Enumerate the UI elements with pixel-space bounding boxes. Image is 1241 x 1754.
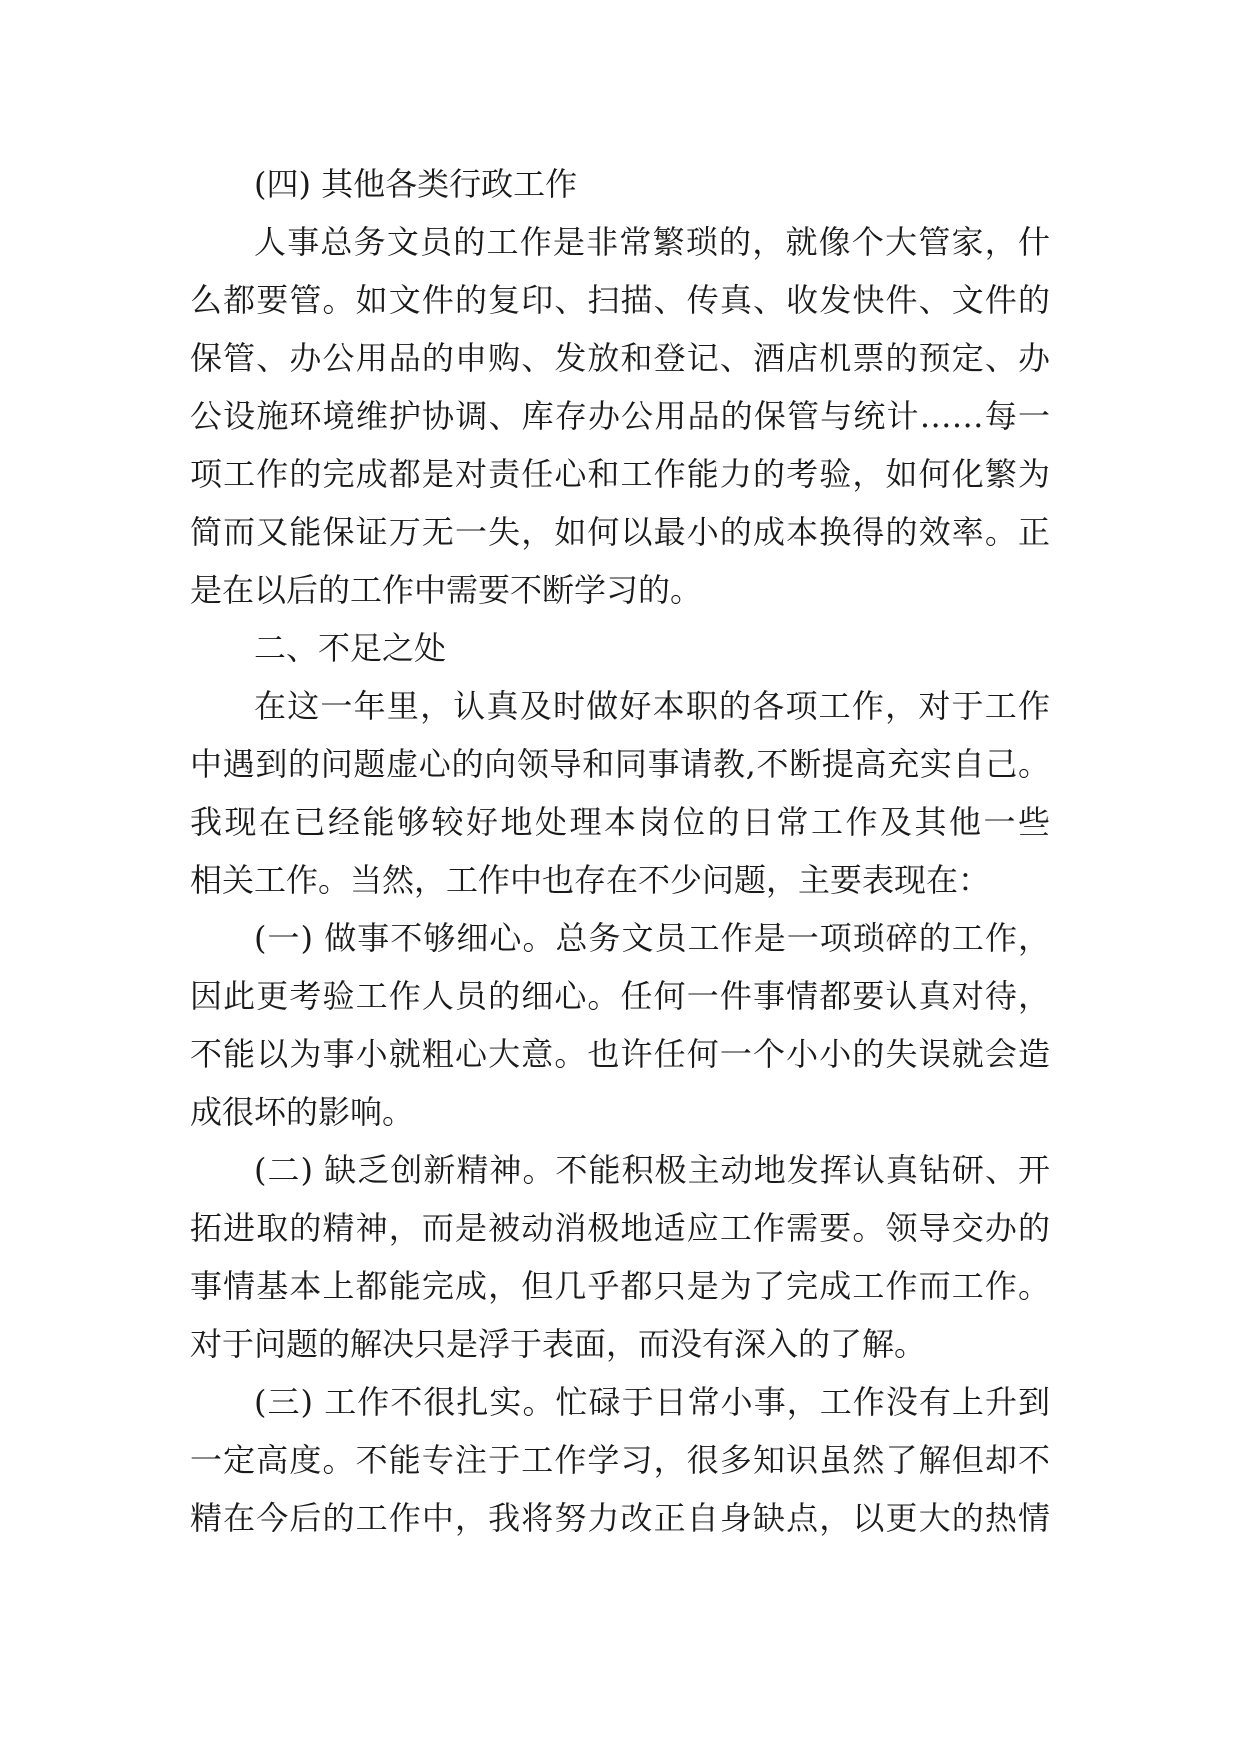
paragraph-line: 公设施环境维护协调、库存办公用品的保管与统计……每一 bbox=[190, 397, 1050, 435]
paragraph-line: (二) 缺乏创新精神。不能积极主动地发挥认真钻研、开 bbox=[254, 1151, 1050, 1189]
paragraph-line: 项工作的完成都是对责任心和工作能力的考验，如何化繁为 bbox=[190, 455, 1050, 493]
paragraph-line: (三) 工作不很扎实。忙碌于日常小事，工作没有上升到 bbox=[254, 1383, 1050, 1421]
paragraph-line: 不能以为事小就粗心大意。也许任何一个小小的失误就会造 bbox=[190, 1035, 1050, 1073]
paragraph-line: 拓进取的精神，而是被动消极地适应工作需要。领导交办的 bbox=[190, 1209, 1050, 1247]
section-heading-other-admin: (四) 其他各类行政工作 bbox=[254, 165, 578, 203]
paragraph-line: 相关工作。当然，工作中也存在不少问题，主要表现在： bbox=[190, 861, 991, 899]
section-heading-shortcomings: 二、不足之处 bbox=[254, 629, 447, 667]
paragraph-line: 么都要管。如文件的复印、扫描、传真、收发快件、文件的 bbox=[190, 281, 1050, 319]
paragraph-line: 一定高度。不能专注于工作学习，很多知识虽然了解但却不 bbox=[190, 1441, 1050, 1479]
paragraph-line: 在这一年里，认真及时做好本职的各项工作，对于工作 bbox=[254, 687, 1050, 725]
paragraph-line: 我现在已经能够较好地处理本岗位的日常工作及其他一些 bbox=[190, 803, 1050, 841]
paragraph-line: 中遇到的问题虚心的向领导和同事请教,不断提高充实自己。 bbox=[190, 745, 1050, 783]
paragraph-line: (一) 做事不够细心。总务文员工作是一项琐碎的工作， bbox=[254, 919, 1050, 957]
paragraph-line: 是在以后的工作中需要不断学习的。 bbox=[190, 571, 703, 609]
paragraph-line: 人事总务文员的工作是非常繁琐的，就像个大管家，什 bbox=[254, 223, 1050, 261]
paragraph-line: 因此更考验工作人员的细心。任何一件事情都要认真对待， bbox=[190, 977, 1050, 1015]
paragraph-line: 对于问题的解决只是浮于表面，而没有深入的了解。 bbox=[190, 1325, 927, 1363]
paragraph-line: 简而又能保证万无一失，如何以最小的成本换得的效率。正 bbox=[190, 513, 1050, 551]
paragraph-line: 成很坏的影响。 bbox=[190, 1093, 415, 1131]
paragraph-line: 精在今后的工作中，我将努力改正自身缺点，以更大的热情 bbox=[190, 1499, 1050, 1537]
paragraph-line: 事情基本上都能完成，但几乎都只是为了完成工作而工作。 bbox=[190, 1267, 1050, 1305]
paragraph-line: 保管、办公用品的申购、发放和登记、酒店机票的预定、办 bbox=[190, 339, 1050, 377]
